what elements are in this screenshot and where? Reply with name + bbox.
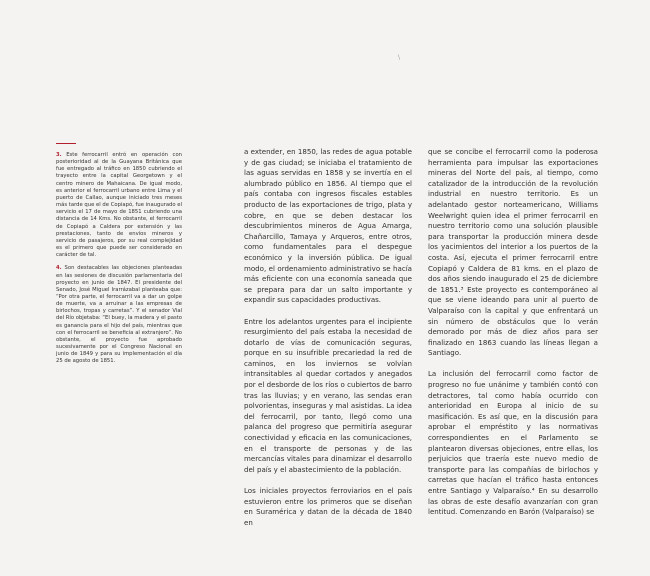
- page-mark: \: [398, 54, 401, 61]
- footnote-number: 4.: [56, 265, 62, 272]
- footnote-3: [56, 152, 182, 259]
- footnote-text: Son destacables las objeciones planteadas en las sesiones de discusión parlamentaria del proyecto en junio de 1847. El presidente del Senado, José Miguel Irarrázabal planteaba que: “Por otra parte, el ferrocarril va a dar un golpe de muerte, va a arruinar a las empresas de birlochos, tropas y carretas”. Y el senador Vial del Río objetaba: “El buey, la madera y el pasto es ganancia para el hijo del país, mientras que con el ferrocarril se beneficia al extranjero”. No obstante, el proyecto fue aprobado sucesivamente por el Congreso Nacional en junio de 1849 y para su implementación el día 25 de agosto de 1851.: [56, 265, 182, 365]
- footnote-text: Este ferrocarril entró en operación con posterioridad al de la Guayana Británica que fue entregado al tráfico en 1850 cubriendo el trayecto entre la capital Georgetown y el centro minero de Mahaicana. De igual modo, es anterior el ferrocarril urbano entre Lima y el puerto de Callao, aunque iniciado tres meses más tarde que el de Copiapó, fue inaugurado el servicio el 17 de mayo de 1851 cubriendo una distancia de 14 Kms. No obstante, el ferrocarril de Copiapó a Caldera por extensión y las prestaciones, tanto de envíos mineros y servicio de pasajeros, por su real complejidad es el primero que puede ser considerado en carácter de tal.: [56, 152, 182, 259]
- footnote-number: 3.: [56, 152, 62, 158]
- paragraph: a extender, en 1850, las redes de agua potable y de gas ciudad; se iniciaba el tratamiento de las aguas servidas en 1858 y se invertía en el alumbrado público en 1856. Al tiempo que el país contaba con ingresos fiscales estables producto de las exportaciones de trigo, plata y cobre, en que se deben destacar los descubrimientos mineros de Agua Amarga, Chañarcillo, Tamaya y Arqueros, entre otros, como fundamentales para el despegue económico y la inversión pública. De igual modo, el ordenamiento administrativo se hacía más eficiente con una economía saneada que se prepara para dar un salto importante y expandir sus capacidades productivas.: [244, 147, 412, 305]
- paragraph: que se concibe el ferrocarril como la poderosa herramienta para impulsar las exportaciones mineras del Norte del país, al tiempo, como catalizador de la introducción de la revolución industrial en nuestro territorio. Es un adelantado gestor norteamericano, Williams Weelwright quien idea el primer ferrocarril en nuestro territorio como una solución plausible para transportar la producción minera desde los yacimientos del interior a los puertos de la costa. Así, ejecuta el primer ferrocarril entre Copiapó y Caldera de 81 kms. en el plazo de dos años siendo inaugurado el 25 de diciembre de 1851.³ Este proyecto es contemporáneo al que se viene ideando para unir al puerto de Valparaíso con la capital y que enfrentará un sin número de obstáculos que lo verán demorado por más de diez años para ser finalizado en 1863 cuando las líneas llegan a Santiago.: [428, 147, 598, 358]
- paragraph: Entre los adelantos urgentes para el incipiente resurgimiento del país estaba la necesidad de dotarlo de vías de comunicación seguras, porque en su insufrible precariedad la red de caminos, en los inviernos se volvían intransitables al quedar cortados y anegados por el desborde de los ríos o cubiertos de barro tras las lluvias; y en verano, las sendas eran polvorientas, inseguras y mal asistidas. La idea del ferrocarril, por tanto, llegó como una palanca del progreso que permitiría asegurar conectividad y eficacia en las comunicaciones, en el transporte de personas y de las mercancías vitales para dinamizar el desarrollo del país y el abastecimiento de la población.: [244, 316, 412, 474]
- footnote-rule: [56, 143, 76, 144]
- footnotes: [56, 143, 182, 372]
- body-column-1: [244, 147, 412, 539]
- paragraph: Los iniciales proyectos ferroviarios en el país estuvieron entre los primeros que se diseñan en Suramérica y datan de la década de 1840 en: [244, 486, 412, 527]
- footnote-4: [56, 265, 182, 365]
- body-column-2: [428, 147, 598, 528]
- paragraph: La inclusión del ferrocarril como factor de progreso no fue unánime y también contó con detractores, tal como había ocurrido con anterioridad en Europa al inicio de su masificación. Es así que, en la discusión para aprobar el empréstito y las normativas correspondientes en el Parlamento se plantearon diversas objeciones, entre ellas, los perjuicios que traería este nuevo medio de transporte para las compañías de birlochos y carretas que hacían el tráfico hasta entonces entre Santiago y Valparaíso.⁴ En su desarrollo las obras de este desafío avanzarían con gran lentitud. Comenzando en Barón (Valparaíso) se: [428, 369, 598, 517]
